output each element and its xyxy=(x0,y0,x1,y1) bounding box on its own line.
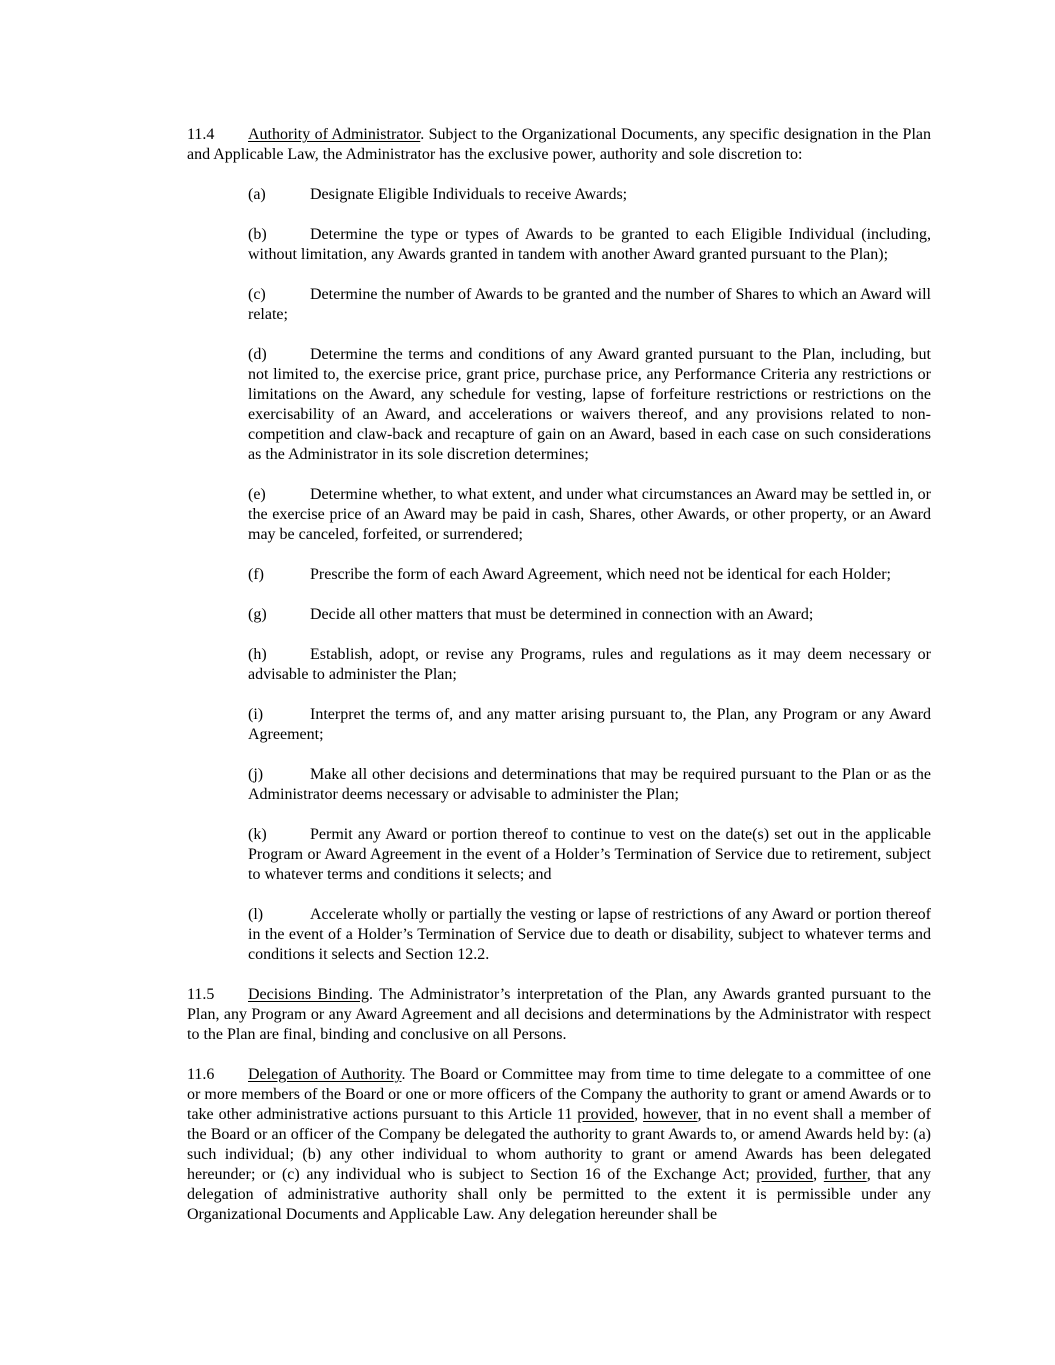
item-label: (i) xyxy=(248,706,264,723)
text: , xyxy=(634,1106,644,1123)
section-body: . Subject to the Organizational Documents, any specific designation in the Plan and Applicable Law, the Administrator has the exclusive power, authority and sole discretion to: xyxy=(187,126,931,163)
item-list xyxy=(187,185,931,965)
list-item xyxy=(248,225,931,265)
item-text: Determine whether, to what extent, and under what circumstances an Award may be settled in, or the exercise price of an Award may be paid in cash, Shares, other Awards, or other property, or an Award may be canceled, forfeited, or surrendered; xyxy=(248,486,931,543)
section-body: . The Board or Committee may from time to time delegate to a committee of one or more members of the Board or one or more officers of the Company the authority to grant or amend Awards or to take other administrative actions pursuant to this Article 11 xyxy=(187,1066,932,1123)
section-heading: Delegation of Authority xyxy=(248,1066,402,1083)
list-item xyxy=(248,605,931,625)
list-item xyxy=(248,645,931,685)
item-text: Permit any Award or portion thereof to continue to vest on the date(s) set out in the applicable Program or Award Agreement in the event of a Holder’s Termination of Service due to retirement, subject to whatever terms and conditions it selects; and xyxy=(248,826,931,883)
item-text: Accelerate wholly or partially the vesting or lapse of restrictions of any Award or portion thereof in the event of a Holder’s Termination of Service due to death or disability, subject to whatever terms and conditions it selects and Section 12.2. xyxy=(248,906,931,963)
item-label: (d) xyxy=(248,346,267,363)
underlined-term: provided xyxy=(577,1106,635,1123)
underlined-term: however xyxy=(643,1106,698,1123)
item-label: (a) xyxy=(248,186,266,203)
underlined-term: further xyxy=(823,1166,867,1183)
section-number: 11.4 xyxy=(187,126,215,143)
item-text: Decide all other matters that must be determined in connection with an Award; xyxy=(310,606,814,623)
list-item xyxy=(248,705,931,745)
list-item xyxy=(248,285,931,325)
list-item xyxy=(248,905,931,965)
item-label: (j) xyxy=(248,766,264,783)
list-item xyxy=(248,185,931,205)
list-item xyxy=(248,485,931,545)
section-number: 11.6 xyxy=(187,1066,215,1083)
section-11-5 xyxy=(187,985,931,1045)
text: , xyxy=(813,1166,824,1183)
section-heading: Authority of Administrator xyxy=(248,126,421,143)
item-text: Prescribe the form of each Award Agreement, which need not be identical for each Holder; xyxy=(310,566,891,583)
section-11-4 xyxy=(187,125,931,165)
section-number: 11.5 xyxy=(187,986,215,1003)
section-body: , that in no event shall a member of the Board or an officer of the Company be delegated the authority to grant Awards to, or amend Awards held by: (a) such individual; (b) any other individual to whom authority to grant or amend Awards has been delegated hereunder; or (c) any individual who is subject to Section 16 of the Exchange Act; xyxy=(187,1106,932,1183)
underlined-term: provided xyxy=(756,1166,814,1183)
item-label: (g) xyxy=(248,606,267,623)
section-body: . The Administrator’s interpretation of the Plan, any Awards granted pursuant to the Plan, any Program or any Award Agreement and all decisions and determinations by the Administrator with respect to the Plan are final, binding and conclusive on all Persons. xyxy=(187,986,931,1043)
item-label: (h) xyxy=(248,646,267,663)
item-label: (k) xyxy=(248,826,267,843)
list-item xyxy=(248,825,931,885)
item-text: Make all other decisions and determinations that may be required pursuant to the Plan or as the Administrator deems necessary or advisable to administer the Plan; xyxy=(248,766,931,803)
list-item xyxy=(248,565,931,585)
item-label: (c) xyxy=(248,286,266,303)
list-item xyxy=(248,765,931,805)
item-text: Designate Eligible Individuals to receive Awards; xyxy=(310,186,628,203)
item-text: Determine the number of Awards to be granted and the number of Shares to which an Award will relate; xyxy=(248,286,931,323)
item-label: (f) xyxy=(248,566,264,583)
list-item xyxy=(248,345,931,465)
item-label: (b) xyxy=(248,226,267,243)
section-body: , that any delegation of administrative authority shall only be permitted to the extent it is permissible under any Organizational Documents and Applicable Law. Any delegation hereunder shall be xyxy=(187,1166,932,1223)
section-11-6 xyxy=(187,1065,931,1225)
item-text: Determine the terms and conditions of any Award granted pursuant to the Plan, including, but not limited to, the exercise price, grant price, purchase price, any Performance Criteria any restrictions or limitations on the Award, any schedule for vesting, lapse of forfeiture restrictions or restrictions on the exercisability of an Award, and accelerations or waivers thereof, and any provisions related to non-competition and claw-back and recapture of gain on an Award, based in each case on such considerations as the Administrator in its sole discretion determines; xyxy=(248,346,931,463)
item-text: Interpret the terms of, and any matter arising pursuant to, the Plan, any Program or any Award Agreement; xyxy=(248,706,931,743)
document-page xyxy=(187,125,931,1245)
item-text: Determine the type or types of Awards to be granted to each Eligible Individual (including, without limitation, any Awards granted in tandem with another Award granted pursuant to the Plan); xyxy=(248,226,931,263)
section-heading: Decisions Binding xyxy=(248,986,370,1003)
item-text: Establish, adopt, or revise any Programs, rules and regulations as it may deem necessary or advisable to administer the Plan; xyxy=(248,646,931,683)
item-label: (l) xyxy=(248,906,264,923)
item-label: (e) xyxy=(248,486,266,503)
